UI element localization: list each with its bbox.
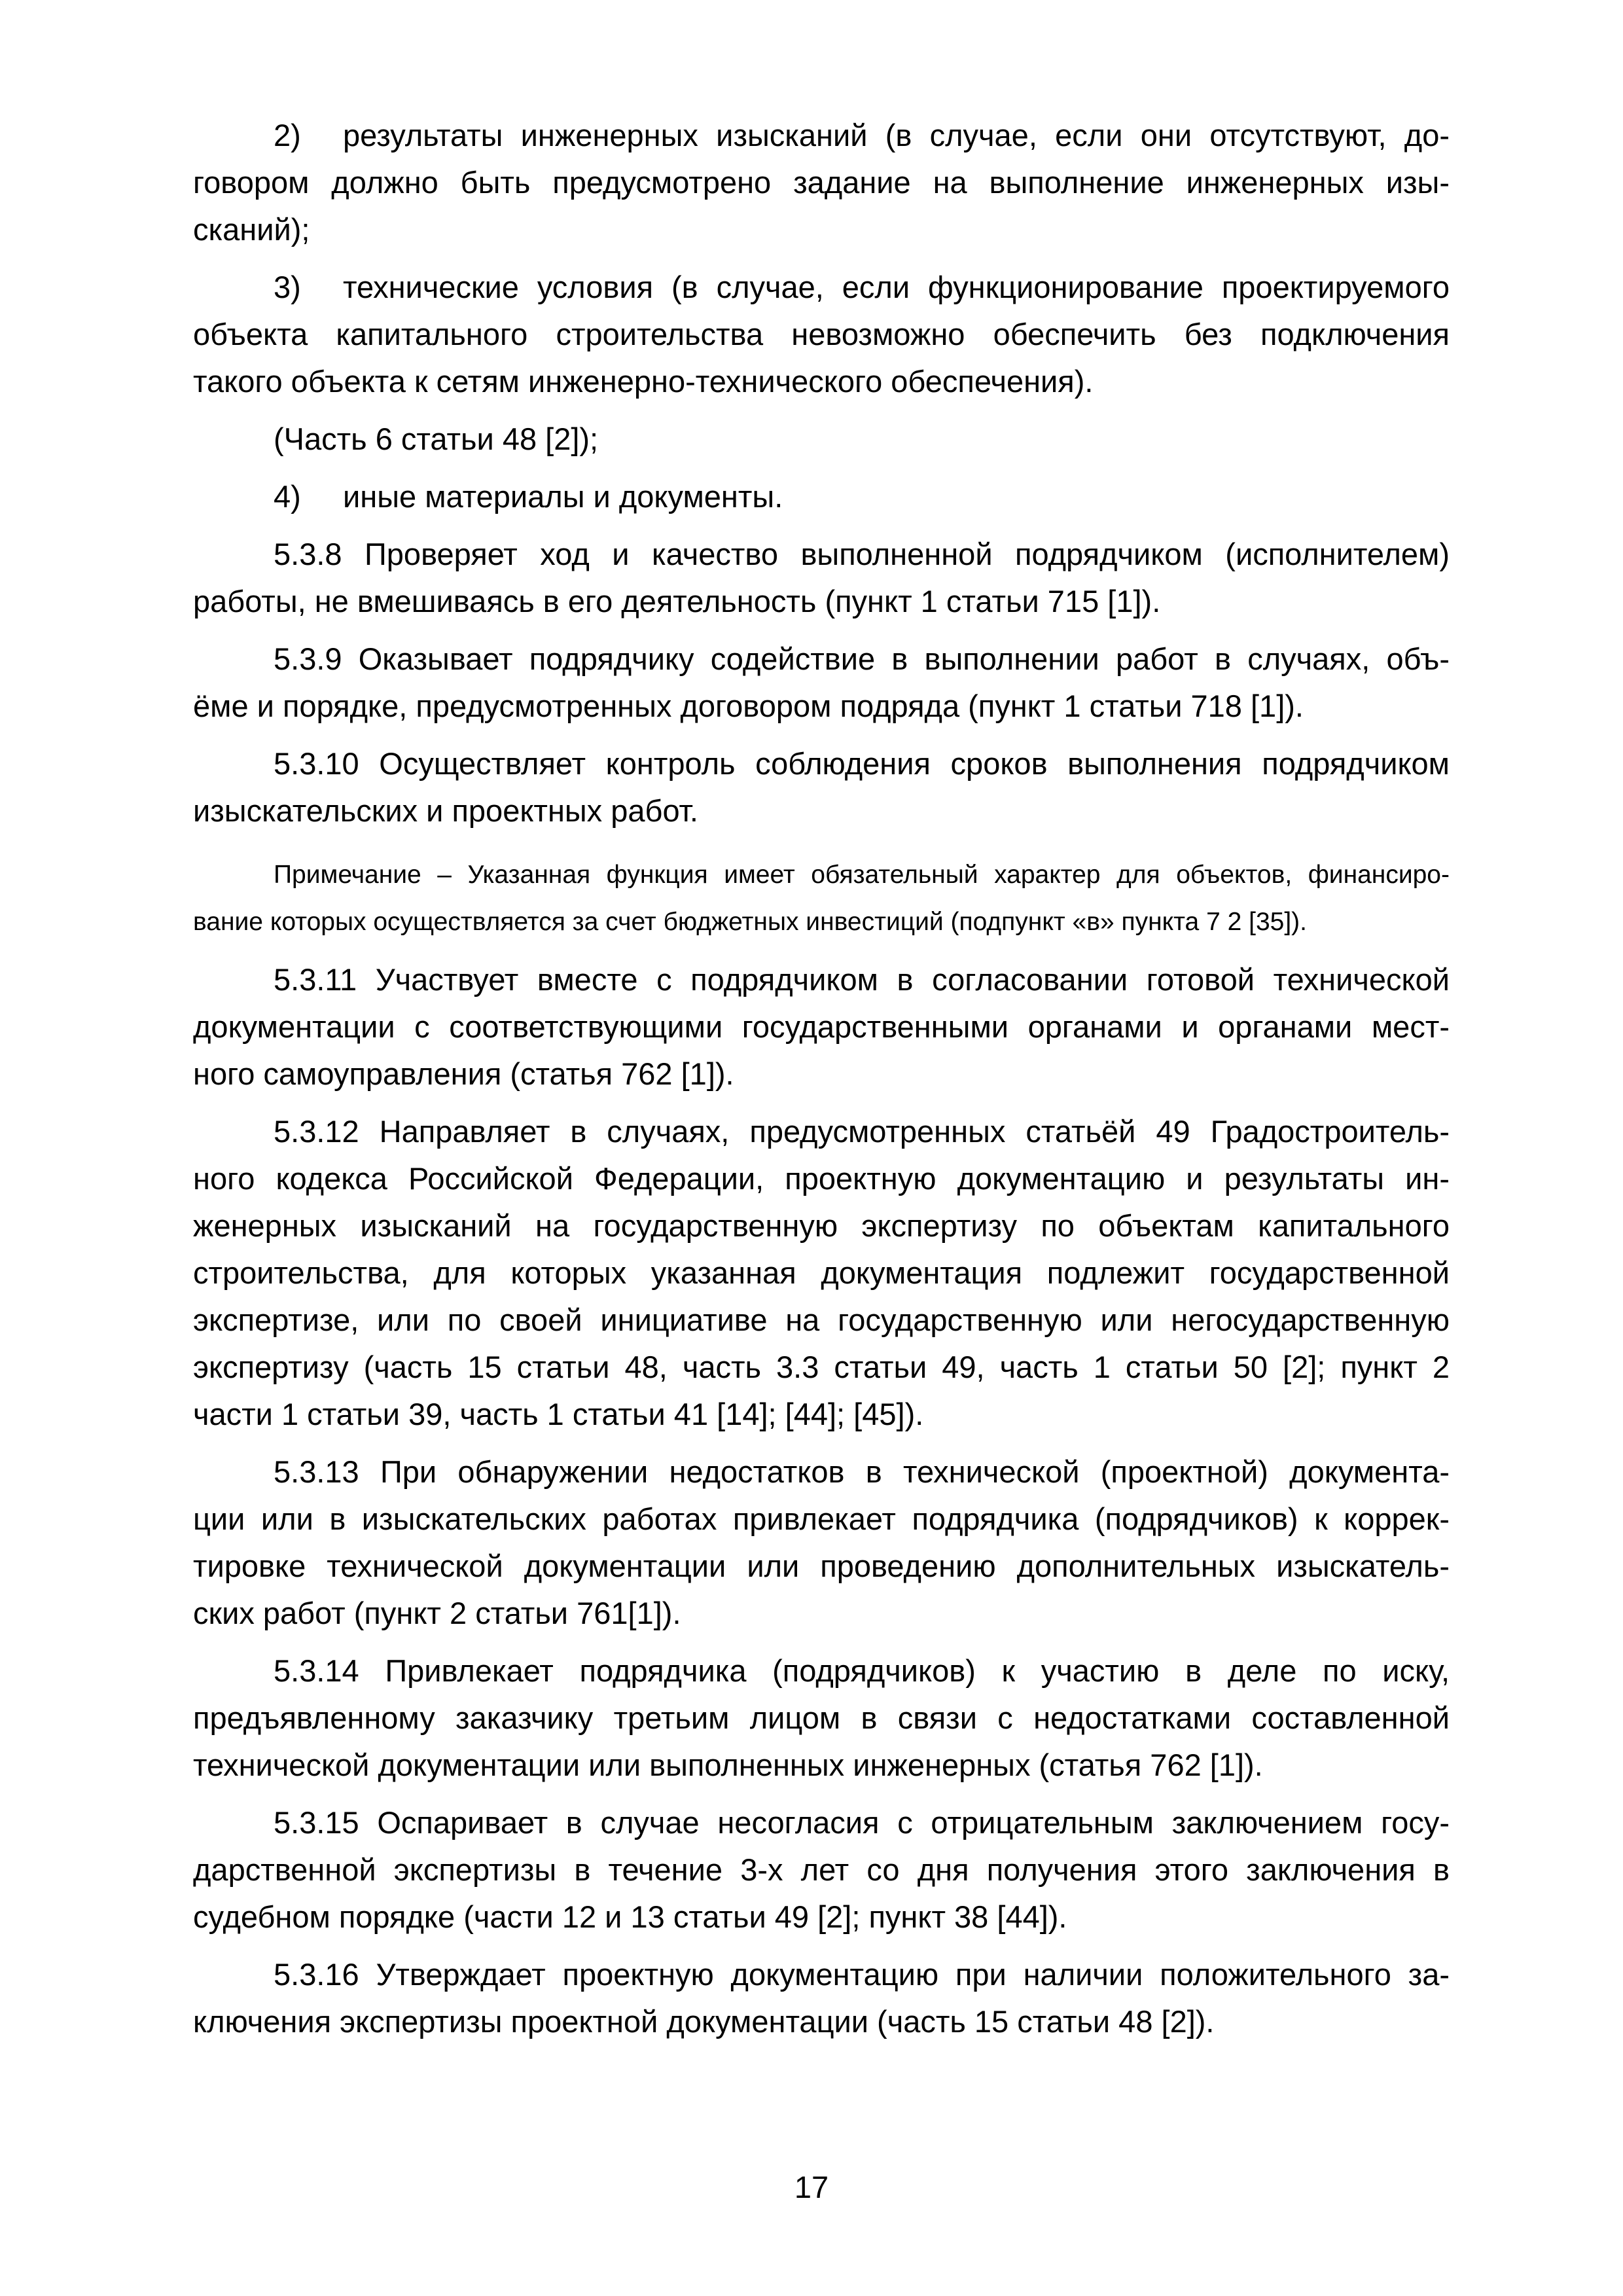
text-line: вание которых осуществляется за счет бюджетных инвестиций (подпункт «в» пункта 7 2 [35]). <box>193 908 1308 936</box>
text-line: дарственной экспертизы в течение 3-х лет со дня получения этого заключения в <box>193 1852 1450 1887</box>
text-line: технической документации или выполненных инженерных (статья 762 [1]). <box>193 1748 1263 1782</box>
text-line: документации с соответствующими государственными органами и органами мест- <box>193 1009 1450 1044</box>
paragraph <box>193 264 1450 405</box>
text-line: ции или в изыскательских работах привлекает подрядчика (подрядчиков) к коррек- <box>193 1501 1450 1536</box>
paragraph <box>193 1951 1450 2045</box>
paragraph <box>193 112 1450 253</box>
text-line: женерных изысканий на государственную экспертизу по объектам капитального <box>193 1208 1450 1243</box>
text-line: судебном порядке (части 12 и 13 статьи 49 [2]; пункт 38 [44]). <box>193 1899 1067 1934</box>
line-text: технические условия (в случае, если функционирование проектируемого <box>343 270 1450 304</box>
paragraph <box>193 1647 1450 1789</box>
text-line: говором должно быть предусмотрено задание на выполнение инженерных изы- <box>193 165 1450 200</box>
text-line: 5.3.12 Направляет в случаях, предусмотренных статьёй 49 Градостроитель- <box>274 1114 1450 1149</box>
text-line: ключения экспертизы проектной документации (часть 15 статьи 48 [2]). <box>193 2004 1215 2039</box>
paragraph <box>193 956 1450 1098</box>
text-line: изыскательских и проектных работ. <box>193 793 698 828</box>
text-line: сканий); <box>193 212 310 247</box>
text-line: ного самоуправления (статья 762 [1]). <box>193 1056 734 1091</box>
text-line: 5.3.13 При обнаружении недостатков в технической (проектной) документа- <box>274 1454 1450 1489</box>
text-line: 5.3.8 Проверяет ход и качество выполненной подрядчиком (исполнителем) <box>274 537 1450 571</box>
list-marker: 4) <box>274 479 301 514</box>
paragraph <box>193 636 1450 730</box>
text-line: ёме и порядке, предусмотренных договором подряда (пункт 1 статьи 718 [1]). <box>193 689 1304 723</box>
list-marker: 2) <box>274 118 301 152</box>
text-line: объекта капитального строительства невозможно обеспечить без подключения <box>193 317 1450 351</box>
text-line: экспертизе, или по своей инициативе на государственную или негосударственную <box>193 1302 1450 1337</box>
text-line: предъявленному заказчику третьим лицом в связи с недостатками составленной <box>193 1700 1450 1735</box>
text-line <box>193 473 1450 520</box>
text-line: 5.3.11 Участвует вместе с подрядчиком в согласовании готовой технической <box>274 962 1450 997</box>
paragraph <box>193 531 1450 625</box>
text-line: работы, не вмешиваясь в его деятельность (пункт 1 статьи 715 [1]). <box>193 584 1161 619</box>
text-line: 5.3.10 Осуществляет контроль соблюдения сроков выполнения подрядчиком <box>274 746 1450 781</box>
list-marker: 3) <box>274 270 301 304</box>
paragraph <box>193 740 1450 834</box>
paragraph <box>193 473 1450 520</box>
text-line: ного кодекса Российской Федерации, проектную документацию и результаты ин- <box>193 1161 1450 1196</box>
line-text: результаты инженерных изысканий (в случае, если они отсутствуют, до- <box>343 118 1450 152</box>
text-line: части 1 статьи 39, часть 1 статьи 41 [14]; [44]; [45]). <box>193 1397 924 1431</box>
document-body <box>193 112 1450 2045</box>
paragraph <box>193 1108 1450 1438</box>
text-line: ских работ (пункт 2 статьи 761[1]). <box>193 1596 681 1630</box>
text-line <box>193 112 1450 159</box>
note-paragraph <box>193 852 1450 946</box>
paragraph <box>193 416 1450 463</box>
paragraph <box>193 1448 1450 1637</box>
text-line: Примечание – Указанная функция имеет обязательный характер для объектов, финансиро- <box>274 861 1450 889</box>
text-line: 5.3.14 Привлекает подрядчика (подрядчиков) к участию в деле по иску, <box>274 1653 1450 1688</box>
page-number: 17 <box>794 2170 829 2204</box>
text-line <box>193 264 1450 311</box>
text-line: 5.3.16 Утверждает проектную документацию при наличии положительного за- <box>274 1957 1450 1992</box>
paragraph <box>193 1799 1450 1941</box>
text-line: тировке технической документации или проведению дополнительных изыскатель- <box>193 1549 1450 1583</box>
line-text: иные материалы и документы. <box>343 479 783 514</box>
text-line: строительства, для которых указанная документация подлежит государственной <box>193 1255 1450 1290</box>
text-line: такого объекта к сетям инженерно-технического обеспечения). <box>193 364 1094 399</box>
text-line: 5.3.9 Оказывает подрядчику содействие в выполнении работ в случаях, объ- <box>274 641 1450 676</box>
text-line: (Часть 6 статьи 48 [2]); <box>274 422 599 456</box>
text-line: экспертизу (часть 15 статьи 48, часть 3.3 статьи 49, часть 1 статьи 50 [2]; пункт 2 <box>193 1350 1450 1384</box>
text-line: 5.3.15 Оспаривает в случае несогласия с отрицательным заключением госу- <box>274 1805 1450 1840</box>
